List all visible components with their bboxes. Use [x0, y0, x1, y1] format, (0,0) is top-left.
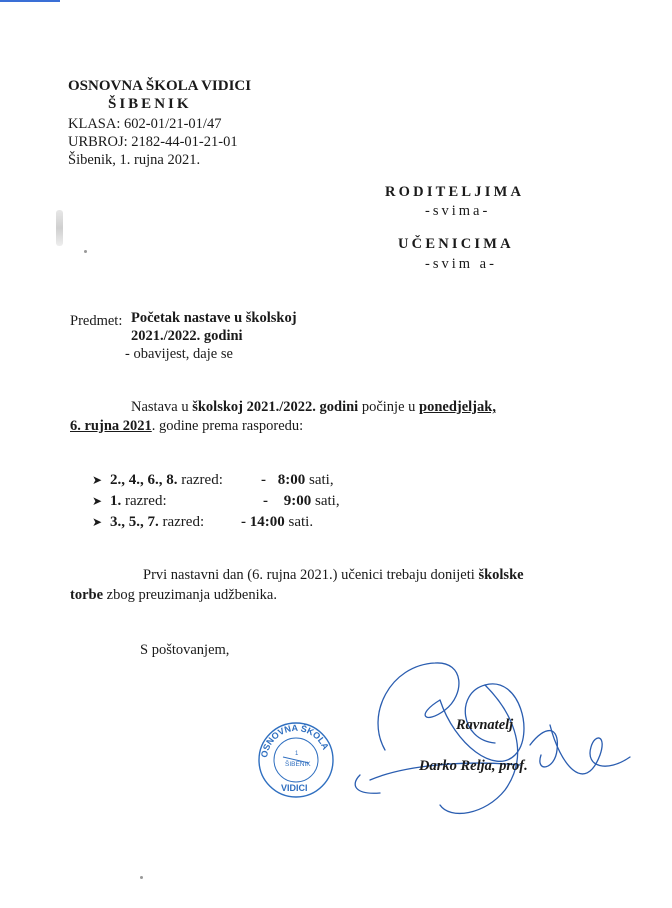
schedule-word: razred: — [177, 472, 223, 488]
school-city: ŠIBENIK — [108, 96, 192, 112]
schedule-word: razred: — [158, 514, 205, 530]
arrow-bullet-icon: ➤ — [92, 515, 103, 529]
recipient-parents: RODITELJIMA — [385, 184, 525, 200]
subject-label: Predmet: — [70, 313, 123, 329]
subject-line2: 2021./2022. godini — [131, 328, 243, 344]
school-name: OSNOVNA ŠKOLA VIDICI — [68, 78, 252, 94]
notice-line1 — [143, 567, 524, 584]
schedule-dash: - — [263, 493, 272, 509]
scan-speck — [140, 876, 143, 879]
school-stamp — [257, 721, 335, 799]
svg-text:VIDICI: VIDICI — [281, 783, 308, 793]
intro-line1 — [131, 399, 496, 416]
schedule-item — [92, 514, 204, 531]
arrow-bullet-icon: ➤ — [92, 494, 103, 508]
notice-text: Prvi nastavni dan (6. rujna 2021.) učenici trebaju donijeti — [143, 567, 479, 583]
scan-corner-mark — [0, 0, 60, 2]
recipient-parents-sub: -svima- — [425, 203, 491, 219]
date-line: Šibenik, 1. rujna 2021. — [68, 152, 201, 168]
intro-text: počinje u — [358, 399, 420, 415]
schedule-word: razred: — [121, 493, 167, 509]
schedule-time-row — [263, 493, 340, 510]
klasa: KLASA: 602-01/21-01/47 — [68, 116, 222, 132]
notice-text: zbog preuzimanja udžbenika. — [103, 587, 277, 603]
svg-text:1: 1 — [295, 751, 299, 757]
svg-text:OSNOVNA ŠKOLA: OSNOVNA ŠKOLA — [259, 722, 331, 759]
schedule-dash: - — [261, 472, 270, 488]
handwritten-signature — [345, 655, 635, 830]
scan-speck — [84, 250, 87, 253]
intro-line2 — [70, 418, 303, 435]
schedule-time-row — [241, 514, 313, 531]
intro-text: Nastava u — [131, 399, 193, 415]
schedule-grades: 2., 4., 6., 8. — [110, 472, 178, 488]
schedule-time: 8:00 — [277, 472, 306, 488]
schedule-unit: sati, — [305, 472, 334, 488]
schedule-grades: 3., 5., 7. — [110, 514, 159, 530]
intro-date: 6. rujna 2021 — [70, 418, 152, 434]
signature-name: Darko Relja, prof. — [419, 758, 528, 774]
notice-emphasis: školske — [478, 567, 524, 583]
intro-day: ponedjeljak, — [419, 399, 496, 415]
schedule-item — [92, 493, 167, 510]
recipient-students: UČENICIMA — [398, 236, 514, 252]
urbroj: URBROJ: 2182-44-01-21-01 — [68, 134, 238, 150]
intro-text: . godine prema rasporedu: — [151, 418, 304, 434]
subject-line3: - obavijest, daje se — [125, 346, 233, 362]
schedule-time-row — [261, 472, 334, 489]
recipient-students-sub: -svim a- — [425, 256, 497, 272]
schedule-dash: - — [241, 514, 250, 530]
svg-text:ŠIBENIK: ŠIBENIK — [285, 761, 311, 768]
arrow-bullet-icon: ➤ — [92, 473, 103, 487]
closing: S poštovanjem, — [140, 642, 230, 658]
signature-title: Ravnatelj — [456, 717, 514, 733]
schedule-time: 14:00 — [249, 514, 285, 530]
schedule-unit: sati, — [311, 493, 340, 509]
intro-school-year: školskoj 2021./2022. godini — [192, 399, 359, 415]
schedule-unit: sati. — [284, 514, 314, 530]
subject-line1: Početak nastave u školskoj — [131, 310, 297, 326]
notice-line2 — [70, 587, 277, 604]
schedule-grades: 1. — [110, 493, 122, 509]
schedule-item — [92, 472, 223, 489]
schedule-time: 9:00 — [283, 493, 312, 509]
scan-smudge — [56, 210, 63, 246]
notice-emphasis: torbe — [70, 587, 104, 603]
